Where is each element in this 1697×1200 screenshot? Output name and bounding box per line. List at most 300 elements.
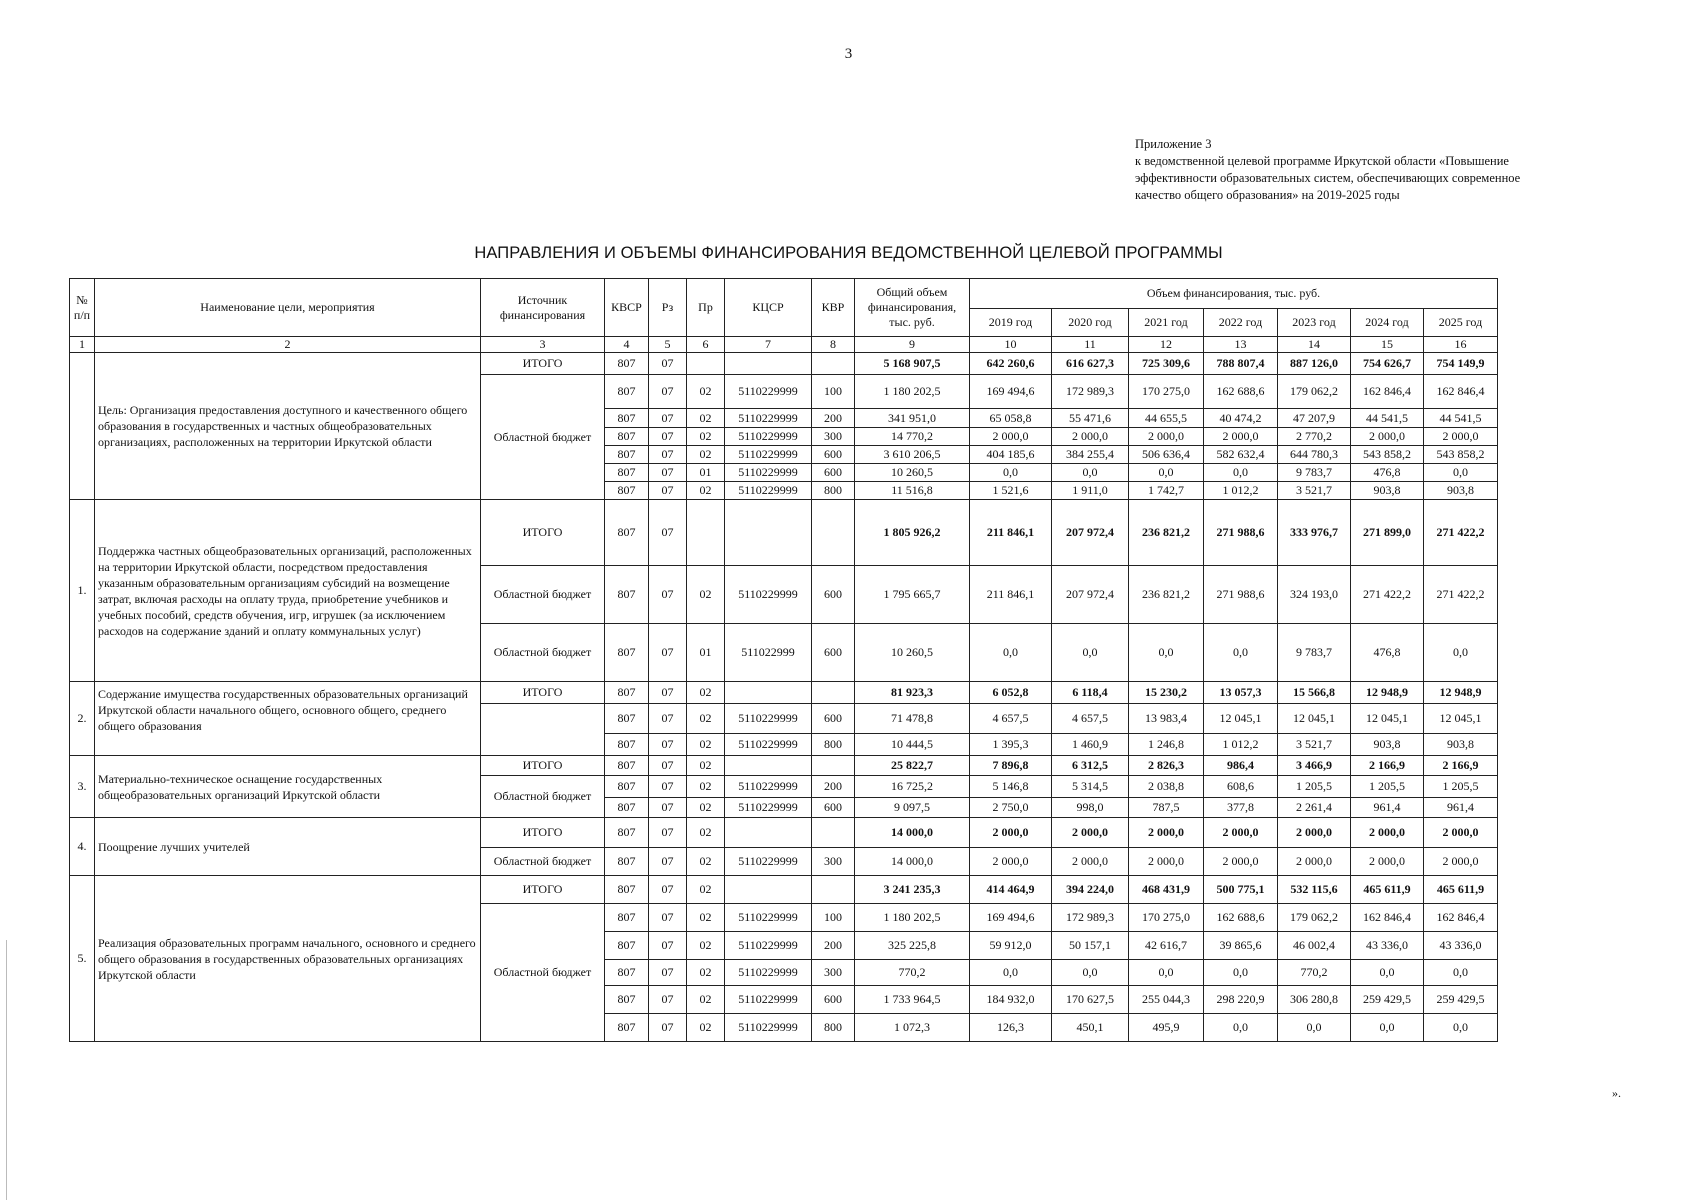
year-value-cell: 162 688,6 <box>1204 375 1278 409</box>
kvr-cell <box>812 500 855 566</box>
year-value-cell: 465 611,9 <box>1351 876 1424 904</box>
kvr-cell: 300 <box>812 848 855 876</box>
year-value-cell: 9 783,7 <box>1278 624 1351 682</box>
kcsr-cell: 5110229999 <box>725 375 812 409</box>
year-value-cell: 642 260,6 <box>970 353 1052 375</box>
year-value-cell: 259 429,5 <box>1351 986 1424 1014</box>
pr-cell: 02 <box>687 428 725 446</box>
year-value-cell: 2 000,0 <box>1052 428 1129 446</box>
source-cell: Областной бюджет <box>481 904 605 1042</box>
year-value-cell: 12 045,1 <box>1424 704 1498 734</box>
year-value-cell: 2 000,0 <box>970 428 1052 446</box>
total-cell: 81 923,3 <box>855 682 970 704</box>
year-value-cell: 2 750,0 <box>970 798 1052 818</box>
year-value-cell: 0,0 <box>1424 464 1498 482</box>
column-number: 8 <box>812 337 855 353</box>
total-cell: 770,2 <box>855 960 970 986</box>
total-cell: 14 000,0 <box>855 818 970 848</box>
year-value-cell: 1 460,9 <box>1052 734 1129 756</box>
total-cell: 1 180 202,5 <box>855 904 970 932</box>
column-number: 13 <box>1204 337 1278 353</box>
year-value-cell: 46 002,4 <box>1278 932 1351 960</box>
row-number: 4. <box>70 818 95 876</box>
pr-cell: 02 <box>687 482 725 500</box>
kvr-cell <box>812 353 855 375</box>
kcsr-cell <box>725 353 812 375</box>
total-cell: 1 795 665,7 <box>855 566 970 624</box>
year-value-cell: 169 494,6 <box>970 375 1052 409</box>
pr-cell: 01 <box>687 624 725 682</box>
kcsr-cell <box>725 818 812 848</box>
source-cell: ИТОГО <box>481 353 605 375</box>
total-cell: 10 444,5 <box>855 734 970 756</box>
kvr-cell: 200 <box>812 776 855 798</box>
kvsr-cell: 807 <box>605 375 649 409</box>
rz-cell: 07 <box>649 682 687 704</box>
activity-description: Поддержка частных общеобразовательных организаций, расположенных на территории Иркутской области, посредством предоставления указанным образовательным организациям субсидий на возмещение затрат, включая расходы на оплату труда, приобретение учебников и учебных пособий, средств обучения, игр, игрушек (за исключением расходов на содержание зданий и оплату коммунальных услуг) <box>95 500 481 682</box>
row-number: 5. <box>70 876 95 1042</box>
year-value-cell: 903,8 <box>1351 734 1424 756</box>
year-value-cell: 207 972,4 <box>1052 566 1129 624</box>
total-cell: 3 610 206,5 <box>855 446 970 464</box>
year-value-cell: 271 422,2 <box>1424 566 1498 624</box>
kvsr-cell: 807 <box>605 704 649 734</box>
kvr-cell: 300 <box>812 960 855 986</box>
total-cell: 9 097,5 <box>855 798 970 818</box>
year-value-cell: 394 224,0 <box>1052 876 1129 904</box>
year-value-cell: 12 045,1 <box>1351 704 1424 734</box>
year-value-cell: 15 566,8 <box>1278 682 1351 704</box>
rz-cell: 07 <box>649 1014 687 1042</box>
year-value-cell: 3 521,7 <box>1278 482 1351 500</box>
source-cell: Областной бюджет <box>481 375 605 500</box>
pr-cell: 01 <box>687 464 725 482</box>
year-value-cell: 495,9 <box>1129 1014 1204 1042</box>
year-value-cell: 207 972,4 <box>1052 500 1129 566</box>
total-cell: 10 260,5 <box>855 624 970 682</box>
year-value-cell: 377,8 <box>1204 798 1278 818</box>
year-value-cell: 50 157,1 <box>1052 932 1129 960</box>
column-number: 3 <box>481 337 605 353</box>
activity-description: Поощрение лучших учителей <box>95 818 481 876</box>
header-kvr: КВР <box>812 279 855 337</box>
year-value-cell: 887 126,0 <box>1278 353 1351 375</box>
activity-description: Материально-техническое оснащение государственных общеобразовательных организаций Иркутской области <box>95 756 481 818</box>
year-value-cell: 644 780,3 <box>1278 446 1351 464</box>
kvr-cell: 200 <box>812 409 855 428</box>
year-value-cell: 170 275,0 <box>1129 375 1204 409</box>
year-value-cell: 903,8 <box>1424 734 1498 756</box>
total-cell: 1 805 926,2 <box>855 500 970 566</box>
column-number: 11 <box>1052 337 1129 353</box>
kcsr-cell <box>725 876 812 904</box>
source-cell: ИТОГО <box>481 500 605 566</box>
year-value-cell: 1 742,7 <box>1129 482 1204 500</box>
year-value-cell: 211 846,1 <box>970 500 1052 566</box>
year-value-cell: 0,0 <box>1424 1014 1498 1042</box>
rz-cell: 07 <box>649 704 687 734</box>
source-cell: ИТОГО <box>481 818 605 848</box>
year-value-cell: 608,6 <box>1204 776 1278 798</box>
year-value-cell: 2 166,9 <box>1351 756 1424 776</box>
kvsr-cell: 807 <box>605 566 649 624</box>
year-value-cell: 0,0 <box>1351 960 1424 986</box>
pr-cell: 02 <box>687 409 725 428</box>
total-cell: 5 168 907,5 <box>855 353 970 375</box>
rz-cell: 07 <box>649 353 687 375</box>
year-value-cell: 40 474,2 <box>1204 409 1278 428</box>
header-year: 2025 год <box>1424 309 1498 337</box>
year-value-cell: 126,3 <box>970 1014 1052 1042</box>
kcsr-cell <box>725 500 812 566</box>
year-value-cell: 476,8 <box>1351 464 1424 482</box>
year-value-cell: 543 858,2 <box>1424 446 1498 464</box>
year-value-cell: 0,0 <box>1129 624 1204 682</box>
year-value-cell: 15 230,2 <box>1129 682 1204 704</box>
year-value-cell: 404 185,6 <box>970 446 1052 464</box>
year-value-cell: 961,4 <box>1351 798 1424 818</box>
year-value-cell: 414 464,9 <box>970 876 1052 904</box>
header-rz: Рз <box>649 279 687 337</box>
year-value-cell: 271 899,0 <box>1351 500 1424 566</box>
pr-cell: 02 <box>687 446 725 464</box>
kcsr-cell: 5110229999 <box>725 904 812 932</box>
source-cell: ИТОГО <box>481 682 605 704</box>
source-cell <box>481 704 605 756</box>
year-value-cell: 12 045,1 <box>1278 704 1351 734</box>
kvr-cell: 800 <box>812 482 855 500</box>
column-number: 1 <box>70 337 95 353</box>
year-value-cell: 500 775,1 <box>1204 876 1278 904</box>
appendix-note <box>1135 136 1635 204</box>
year-value-cell: 465 611,9 <box>1424 876 1498 904</box>
year-value-cell: 2 166,9 <box>1424 756 1498 776</box>
year-value-cell: 59 912,0 <box>970 932 1052 960</box>
year-value-cell: 1 205,5 <box>1424 776 1498 798</box>
kvr-cell: 600 <box>812 566 855 624</box>
year-value-cell: 506 636,4 <box>1129 446 1204 464</box>
column-number: 6 <box>687 337 725 353</box>
kvsr-cell: 807 <box>605 986 649 1014</box>
year-value-cell: 4 657,5 <box>970 704 1052 734</box>
kcsr-cell: 5110229999 <box>725 776 812 798</box>
kcsr-cell: 5110229999 <box>725 428 812 446</box>
column-number: 9 <box>855 337 970 353</box>
kcsr-cell: 5110229999 <box>725 798 812 818</box>
year-value-cell: 65 058,8 <box>970 409 1052 428</box>
column-number: 12 <box>1129 337 1204 353</box>
kvsr-cell: 807 <box>605 1014 649 1042</box>
rz-cell: 07 <box>649 818 687 848</box>
header-kvsr: КВСР <box>605 279 649 337</box>
year-value-cell: 754 149,9 <box>1424 353 1498 375</box>
header-year: 2022 год <box>1204 309 1278 337</box>
total-cell: 10 260,5 <box>855 464 970 482</box>
column-number: 16 <box>1424 337 1498 353</box>
year-value-cell: 184 932,0 <box>970 986 1052 1014</box>
financing-table <box>69 278 1498 1042</box>
year-value-cell: 0,0 <box>970 960 1052 986</box>
kvsr-cell: 807 <box>605 932 649 960</box>
year-value-cell: 1 395,3 <box>970 734 1052 756</box>
source-cell: Областной бюджет <box>481 776 605 818</box>
pr-cell: 02 <box>687 876 725 904</box>
appendix-line: эффективности образовательных систем, обеспечивающих современное <box>1135 171 1521 185</box>
pr-cell: 02 <box>687 848 725 876</box>
goal-description: Цель: Организация предоставления доступного и качественного общего образования в государственных и частных общеобразовательных организациях, расположенных на территории Иркутской области <box>95 353 481 500</box>
kcsr-cell: 5110229999 <box>725 446 812 464</box>
kvsr-cell: 807 <box>605 960 649 986</box>
rz-cell: 07 <box>649 776 687 798</box>
year-value-cell: 543 858,2 <box>1351 446 1424 464</box>
kcsr-cell: 5110229999 <box>725 482 812 500</box>
year-value-cell: 12 948,9 <box>1351 682 1424 704</box>
year-value-cell: 2 000,0 <box>970 818 1052 848</box>
rz-cell: 07 <box>649 848 687 876</box>
year-value-cell: 2 000,0 <box>1351 428 1424 446</box>
year-value-cell: 754 626,7 <box>1351 353 1424 375</box>
year-value-cell: 2 000,0 <box>1424 818 1498 848</box>
pr-cell <box>687 500 725 566</box>
activity-description: Содержание имущества государственных образовательных организаций Иркутской области начального общего, основного общего, среднего общего образования <box>95 682 481 756</box>
kvsr-cell: 807 <box>605 500 649 566</box>
kvsr-cell: 807 <box>605 428 649 446</box>
total-cell: 1 072,3 <box>855 1014 970 1042</box>
year-value-cell: 13 983,4 <box>1129 704 1204 734</box>
total-cell: 1 180 202,5 <box>855 375 970 409</box>
kcsr-cell <box>725 682 812 704</box>
pr-cell: 02 <box>687 756 725 776</box>
year-value-cell: 43 336,0 <box>1351 932 1424 960</box>
year-value-cell: 2 000,0 <box>1129 848 1204 876</box>
kvsr-cell: 807 <box>605 756 649 776</box>
year-value-cell: 170 627,5 <box>1052 986 1129 1014</box>
year-value-cell: 324 193,0 <box>1278 566 1351 624</box>
year-value-cell: 2 000,0 <box>1204 818 1278 848</box>
year-value-cell: 0,0 <box>1204 464 1278 482</box>
year-value-cell: 47 207,9 <box>1278 409 1351 428</box>
year-value-cell: 170 275,0 <box>1129 904 1204 932</box>
year-value-cell: 2 770,2 <box>1278 428 1351 446</box>
year-value-cell: 162 846,4 <box>1351 904 1424 932</box>
total-row <box>70 818 1498 848</box>
year-value-cell: 271 988,6 <box>1204 566 1278 624</box>
kcsr-cell: 5110229999 <box>725 566 812 624</box>
year-value-cell: 0,0 <box>1278 1014 1351 1042</box>
total-cell: 325 225,8 <box>855 932 970 960</box>
appendix-line: Приложение 3 <box>1135 137 1212 151</box>
kcsr-cell: 5110229999 <box>725 986 812 1014</box>
source-cell: Областной бюджет <box>481 624 605 682</box>
year-value-cell: 6 118,4 <box>1052 682 1129 704</box>
year-value-cell: 1 012,2 <box>1204 734 1278 756</box>
year-value-cell: 0,0 <box>1052 960 1129 986</box>
kvr-cell: 600 <box>812 798 855 818</box>
activity-description: Реализация образовательных программ начального, основного и среднего общего образования в государственных образовательных организациях Иркутской области <box>95 876 481 1042</box>
year-value-cell: 0,0 <box>1204 624 1278 682</box>
rz-cell: 07 <box>649 446 687 464</box>
scan-edge-mark <box>6 940 7 1200</box>
year-value-cell: 2 000,0 <box>1424 848 1498 876</box>
kvr-cell: 200 <box>812 932 855 960</box>
header-kcsr: КЦСР <box>725 279 812 337</box>
kvr-cell: 100 <box>812 904 855 932</box>
kcsr-cell: 5110229999 <box>725 1014 812 1042</box>
year-value-cell: 6 052,8 <box>970 682 1052 704</box>
year-value-cell: 450,1 <box>1052 1014 1129 1042</box>
header-year: 2023 год <box>1278 309 1351 337</box>
year-value-cell: 476,8 <box>1351 624 1424 682</box>
rz-cell: 07 <box>649 500 687 566</box>
year-value-cell: 42 616,7 <box>1129 932 1204 960</box>
total-cell: 341 951,0 <box>855 409 970 428</box>
kcsr-cell: 5110229999 <box>725 734 812 756</box>
rz-cell: 07 <box>649 464 687 482</box>
kvsr-cell: 807 <box>605 353 649 375</box>
rz-cell: 07 <box>649 876 687 904</box>
year-value-cell: 2 826,3 <box>1129 756 1204 776</box>
header-name: Наименование цели, мероприятия <box>95 279 481 337</box>
kvr-cell <box>812 818 855 848</box>
kvr-cell <box>812 876 855 904</box>
column-number: 15 <box>1351 337 1424 353</box>
row-number: 3. <box>70 756 95 818</box>
rz-cell: 07 <box>649 566 687 624</box>
year-value-cell: 211 846,1 <box>970 566 1052 624</box>
total-cell: 16 725,2 <box>855 776 970 798</box>
year-value-cell: 2 000,0 <box>1351 848 1424 876</box>
year-value-cell: 4 657,5 <box>1052 704 1129 734</box>
page-number: 3 <box>844 46 853 62</box>
pr-cell: 02 <box>687 960 725 986</box>
year-value-cell: 162 846,4 <box>1351 375 1424 409</box>
kcsr-cell: 5110229999 <box>725 704 812 734</box>
header-volume: Объем финансирования, тыс. руб. <box>970 279 1498 309</box>
year-value-cell: 582 632,4 <box>1204 446 1278 464</box>
rz-cell: 07 <box>649 904 687 932</box>
year-value-cell: 271 988,6 <box>1204 500 1278 566</box>
year-value-cell: 236 821,2 <box>1129 566 1204 624</box>
source-cell: ИТОГО <box>481 756 605 776</box>
year-value-cell: 12 948,9 <box>1424 682 1498 704</box>
year-value-cell: 43 336,0 <box>1424 932 1498 960</box>
year-value-cell: 725 309,6 <box>1129 353 1204 375</box>
closing-mark: ». <box>1612 1086 1621 1100</box>
header-year: 2019 год <box>970 309 1052 337</box>
rz-cell: 07 <box>649 798 687 818</box>
kvsr-cell: 807 <box>605 776 649 798</box>
year-value-cell: 532 115,6 <box>1278 876 1351 904</box>
year-value-cell: 2 000,0 <box>1129 818 1204 848</box>
kcsr-cell <box>725 756 812 776</box>
year-value-cell: 903,8 <box>1424 482 1498 500</box>
column-number: 7 <box>725 337 812 353</box>
column-number: 14 <box>1278 337 1351 353</box>
year-value-cell: 1 205,5 <box>1278 776 1351 798</box>
kvr-cell: 600 <box>812 464 855 482</box>
year-value-cell: 2 000,0 <box>1351 818 1424 848</box>
kcsr-cell: 5110229999 <box>725 848 812 876</box>
table-header <box>70 279 1498 353</box>
pr-cell: 02 <box>687 375 725 409</box>
kcsr-cell: 5110229999 <box>725 932 812 960</box>
pr-cell: 02 <box>687 818 725 848</box>
rz-cell: 07 <box>649 375 687 409</box>
year-value-cell: 162 688,6 <box>1204 904 1278 932</box>
kvsr-cell: 807 <box>605 798 649 818</box>
header-total: Общий объем финансирования, тыс. руб. <box>855 279 970 337</box>
header-year: 2021 год <box>1129 309 1204 337</box>
column-number-row <box>70 337 1498 353</box>
kvsr-cell: 807 <box>605 482 649 500</box>
pr-cell: 02 <box>687 734 725 756</box>
total-row <box>70 500 1498 566</box>
source-cell: ИТОГО <box>481 876 605 904</box>
kvsr-cell: 807 <box>605 624 649 682</box>
column-number: 10 <box>970 337 1052 353</box>
year-value-cell: 44 655,5 <box>1129 409 1204 428</box>
year-value-cell: 236 821,2 <box>1129 500 1204 566</box>
year-value-cell: 2 000,0 <box>1204 848 1278 876</box>
kcsr-cell: 5110229999 <box>725 464 812 482</box>
year-value-cell: 468 431,9 <box>1129 876 1204 904</box>
total-cell: 25 822,7 <box>855 756 970 776</box>
year-value-cell: 169 494,6 <box>970 904 1052 932</box>
year-value-cell: 384 255,4 <box>1052 446 1129 464</box>
header-pr: Пр <box>687 279 725 337</box>
year-value-cell: 0,0 <box>1204 1014 1278 1042</box>
source-cell: Областной бюджет <box>481 848 605 876</box>
year-value-cell: 3 466,9 <box>1278 756 1351 776</box>
year-value-cell: 0,0 <box>970 624 1052 682</box>
pr-cell: 02 <box>687 798 725 818</box>
year-value-cell: 271 422,2 <box>1424 500 1498 566</box>
header-num: № п/п <box>70 279 95 337</box>
kvr-cell: 600 <box>812 704 855 734</box>
document-title: НАПРАВЛЕНИЯ И ОБЪЕМЫ ФИНАНСИРОВАНИЯ ВЕДОМСТВЕННОЙ ЦЕЛЕВОЙ ПРОГРАММЫ <box>474 244 1223 262</box>
kcsr-cell: 5110229999 <box>725 960 812 986</box>
year-value-cell: 2 000,0 <box>1424 428 1498 446</box>
year-value-cell: 306 280,8 <box>1278 986 1351 1014</box>
pr-cell: 02 <box>687 566 725 624</box>
year-value-cell: 172 989,3 <box>1052 375 1129 409</box>
year-value-cell: 998,0 <box>1052 798 1129 818</box>
rz-cell: 07 <box>649 428 687 446</box>
kcsr-cell: 511022999 <box>725 624 812 682</box>
kvr-cell: 600 <box>812 446 855 464</box>
total-cell: 1 733 964,5 <box>855 986 970 1014</box>
kcsr-cell: 5110229999 <box>725 409 812 428</box>
total-row <box>70 876 1498 904</box>
year-value-cell: 903,8 <box>1351 482 1424 500</box>
year-value-cell: 770,2 <box>1278 960 1351 986</box>
year-value-cell: 179 062,2 <box>1278 375 1351 409</box>
year-value-cell: 44 541,5 <box>1424 409 1498 428</box>
kvr-cell: 600 <box>812 986 855 1014</box>
year-value-cell: 162 846,4 <box>1424 904 1498 932</box>
year-value-cell: 2 000,0 <box>1052 848 1129 876</box>
year-value-cell: 255 044,3 <box>1129 986 1204 1014</box>
year-value-cell: 44 541,5 <box>1351 409 1424 428</box>
year-value-cell: 298 220,9 <box>1204 986 1278 1014</box>
year-value-cell: 1 246,8 <box>1129 734 1204 756</box>
year-value-cell: 179 062,2 <box>1278 904 1351 932</box>
pr-cell: 02 <box>687 776 725 798</box>
source-cell: Областной бюджет <box>481 566 605 624</box>
total-row <box>70 353 1498 375</box>
year-value-cell: 0,0 <box>1424 624 1498 682</box>
year-value-cell: 55 471,6 <box>1052 409 1129 428</box>
